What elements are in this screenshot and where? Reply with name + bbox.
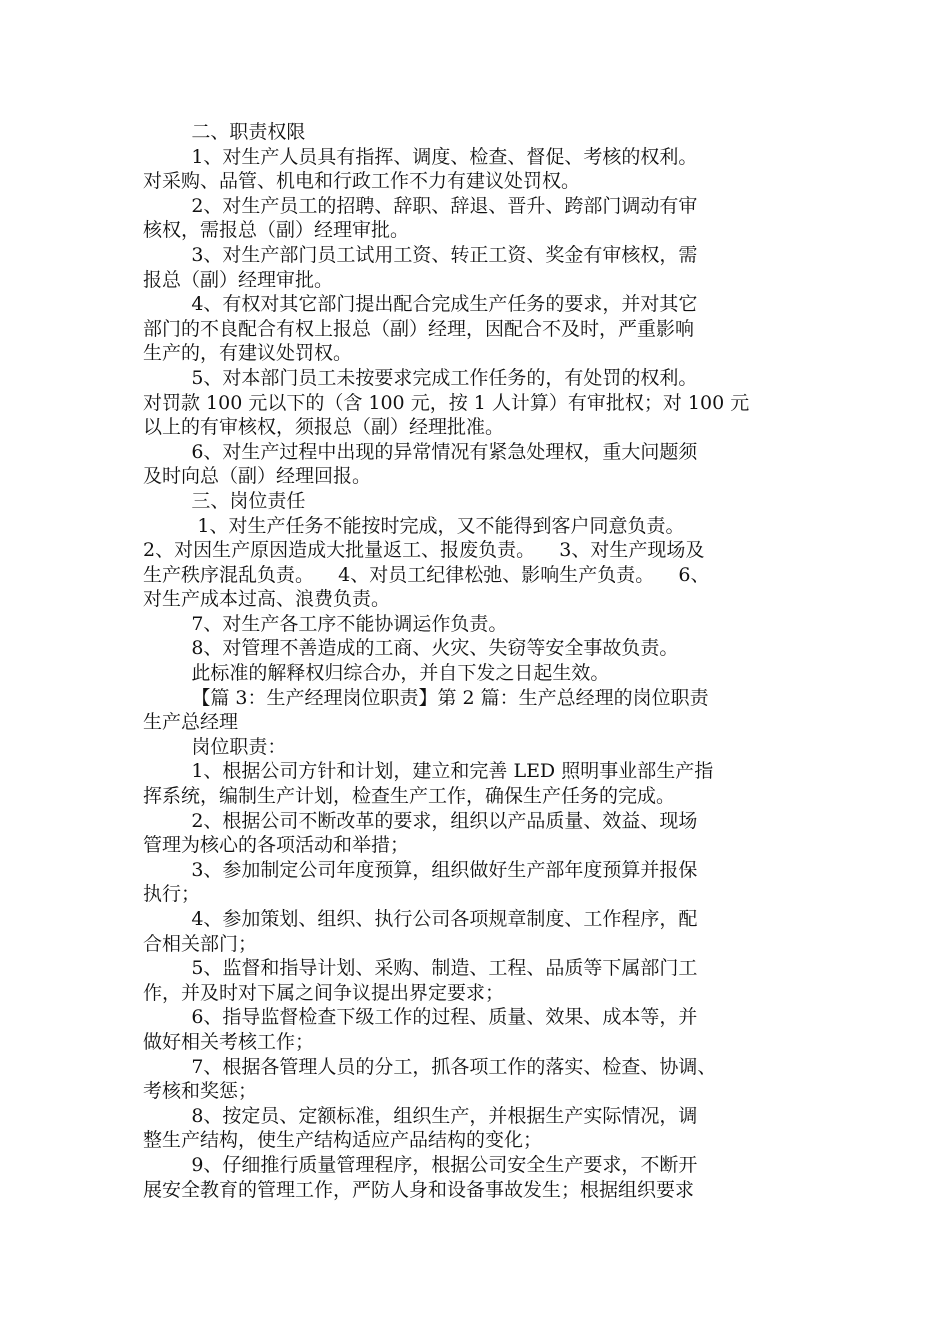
text-line: 7、对生产各工序不能协调运作负责。	[143, 612, 508, 635]
text-line: 1、对生产任务不能按时完成，又不能得到客户同意负责。	[143, 514, 685, 537]
text-line: 管理为核心的各项活动和举措；	[143, 834, 410, 857]
text-line: 6、指导监督检查下级工作的过程、质量、效果、成本等，并	[143, 1006, 698, 1029]
text-line: 【篇 3：生产经理岗位职责】第 2 篇：生产总经理的岗位职责	[143, 686, 709, 709]
text-line: 整生产结构，使生产结构适应产品结构的变化；	[143, 1129, 543, 1152]
job-title: 生产总经理	[143, 711, 239, 734]
heading-section-3: 三、岗位责任	[143, 489, 306, 512]
text-line: 2、对生产员工的招聘、辞职、辞退、晋升、跨部门调动有审	[143, 194, 698, 217]
text-line: 1、根据公司方针和计划，建立和完善 LED 照明事业部生产指	[143, 760, 714, 783]
text-line: 4、参加策划、组织、执行公司各项规章制度、工作程序，配	[143, 908, 698, 930]
text-line: 报总（副）经理审批。	[143, 268, 334, 291]
text-line: 挥系统，编制生产计划，检查生产工作，确保生产任务的完成。	[143, 785, 676, 808]
text-line: 部门的不良配合有权上报总（副）经理，因配合不及时，严重影响	[143, 317, 695, 340]
heading-duties: 岗位职责：	[143, 735, 287, 758]
document-body	[143, 120, 823, 1202]
text-line: 对生产成本过高、浪费负责。	[143, 588, 391, 611]
text-line: 考核和奖惩；	[143, 1080, 258, 1103]
text-line: 9、仔细推行质量管理程序，根据公司安全生产要求，不断开	[143, 1153, 698, 1176]
text-line: 对采购、品管、机电和行政工作不力有建议处罚权。	[143, 170, 581, 193]
text-line: 及时向总（副）经理回报。	[143, 465, 372, 488]
text-line: 6、对生产过程中出现的异常情况有紧急处理权，重大问题须	[143, 440, 698, 463]
text-line: 1、对生产人员具有指挥、调度、检查、督促、考核的权利。	[143, 145, 698, 168]
text-line: 7、根据各管理人员的分工，抓各项工作的落实、检查、协调、	[143, 1055, 717, 1078]
text-line: 8、对管理不善造成的工商、火灾、失窃等安全事故负责。	[143, 637, 679, 660]
text-line: 作，并及时对下属之间争议提出界定要求；	[143, 981, 505, 1004]
text-line: 生产的，有建议处罚权。	[143, 342, 353, 365]
heading-section-2: 二、职责权限	[143, 121, 306, 143]
text-line: 做好相关考核工作；	[143, 1030, 315, 1053]
text-line: 展安全教育的管理工作，严防人身和设备事故发生；根据组织要求	[143, 1178, 695, 1201]
text-line: 执行；	[143, 883, 201, 906]
text-line: 2、根据公司不断改革的要求，组织以产品质量、效益、现场	[143, 809, 698, 832]
text-line: 生产秩序混乱负责。 4、对员工纪律松弛、影响生产负责。 6、	[143, 563, 710, 586]
text-line: 3、参加制定公司年度预算，组织做好生产部年度预算并报保	[143, 858, 698, 881]
text-line: 以上的有审核权，须报总（副）经理批准。	[143, 416, 505, 439]
text-line: 对罚款 100 元以下的（含 100 元，按 1 人计算）有审批权；对 100 元	[143, 391, 750, 414]
text-line: 4、有权对其它部门提出配合完成生产任务的要求，并对其它	[143, 293, 698, 316]
text-line: 2、对因生产原因造成大批量返工、报废负责。 3、对生产现场及	[143, 539, 705, 562]
text-line: 此标准的解释权归综合办，并自下发之日起生效。	[143, 662, 610, 685]
text-line: 核权，需报总（副）经理审批。	[143, 219, 410, 242]
text-line: 8、按定员、定额标准，组织生产，并根据生产实际情况，调	[143, 1104, 698, 1127]
text-line: 合相关部门；	[143, 932, 258, 955]
text-line: 5、对本部门员工未按要求完成工作任务的，有处罚的权利。	[143, 366, 698, 389]
text-line: 3、对生产部门员工试用工资、转正工资、奖金有审核权，需	[143, 243, 698, 266]
text-line: 5、监督和指导计划、采购、制造、工程、品质等下属部门工	[143, 957, 698, 980]
